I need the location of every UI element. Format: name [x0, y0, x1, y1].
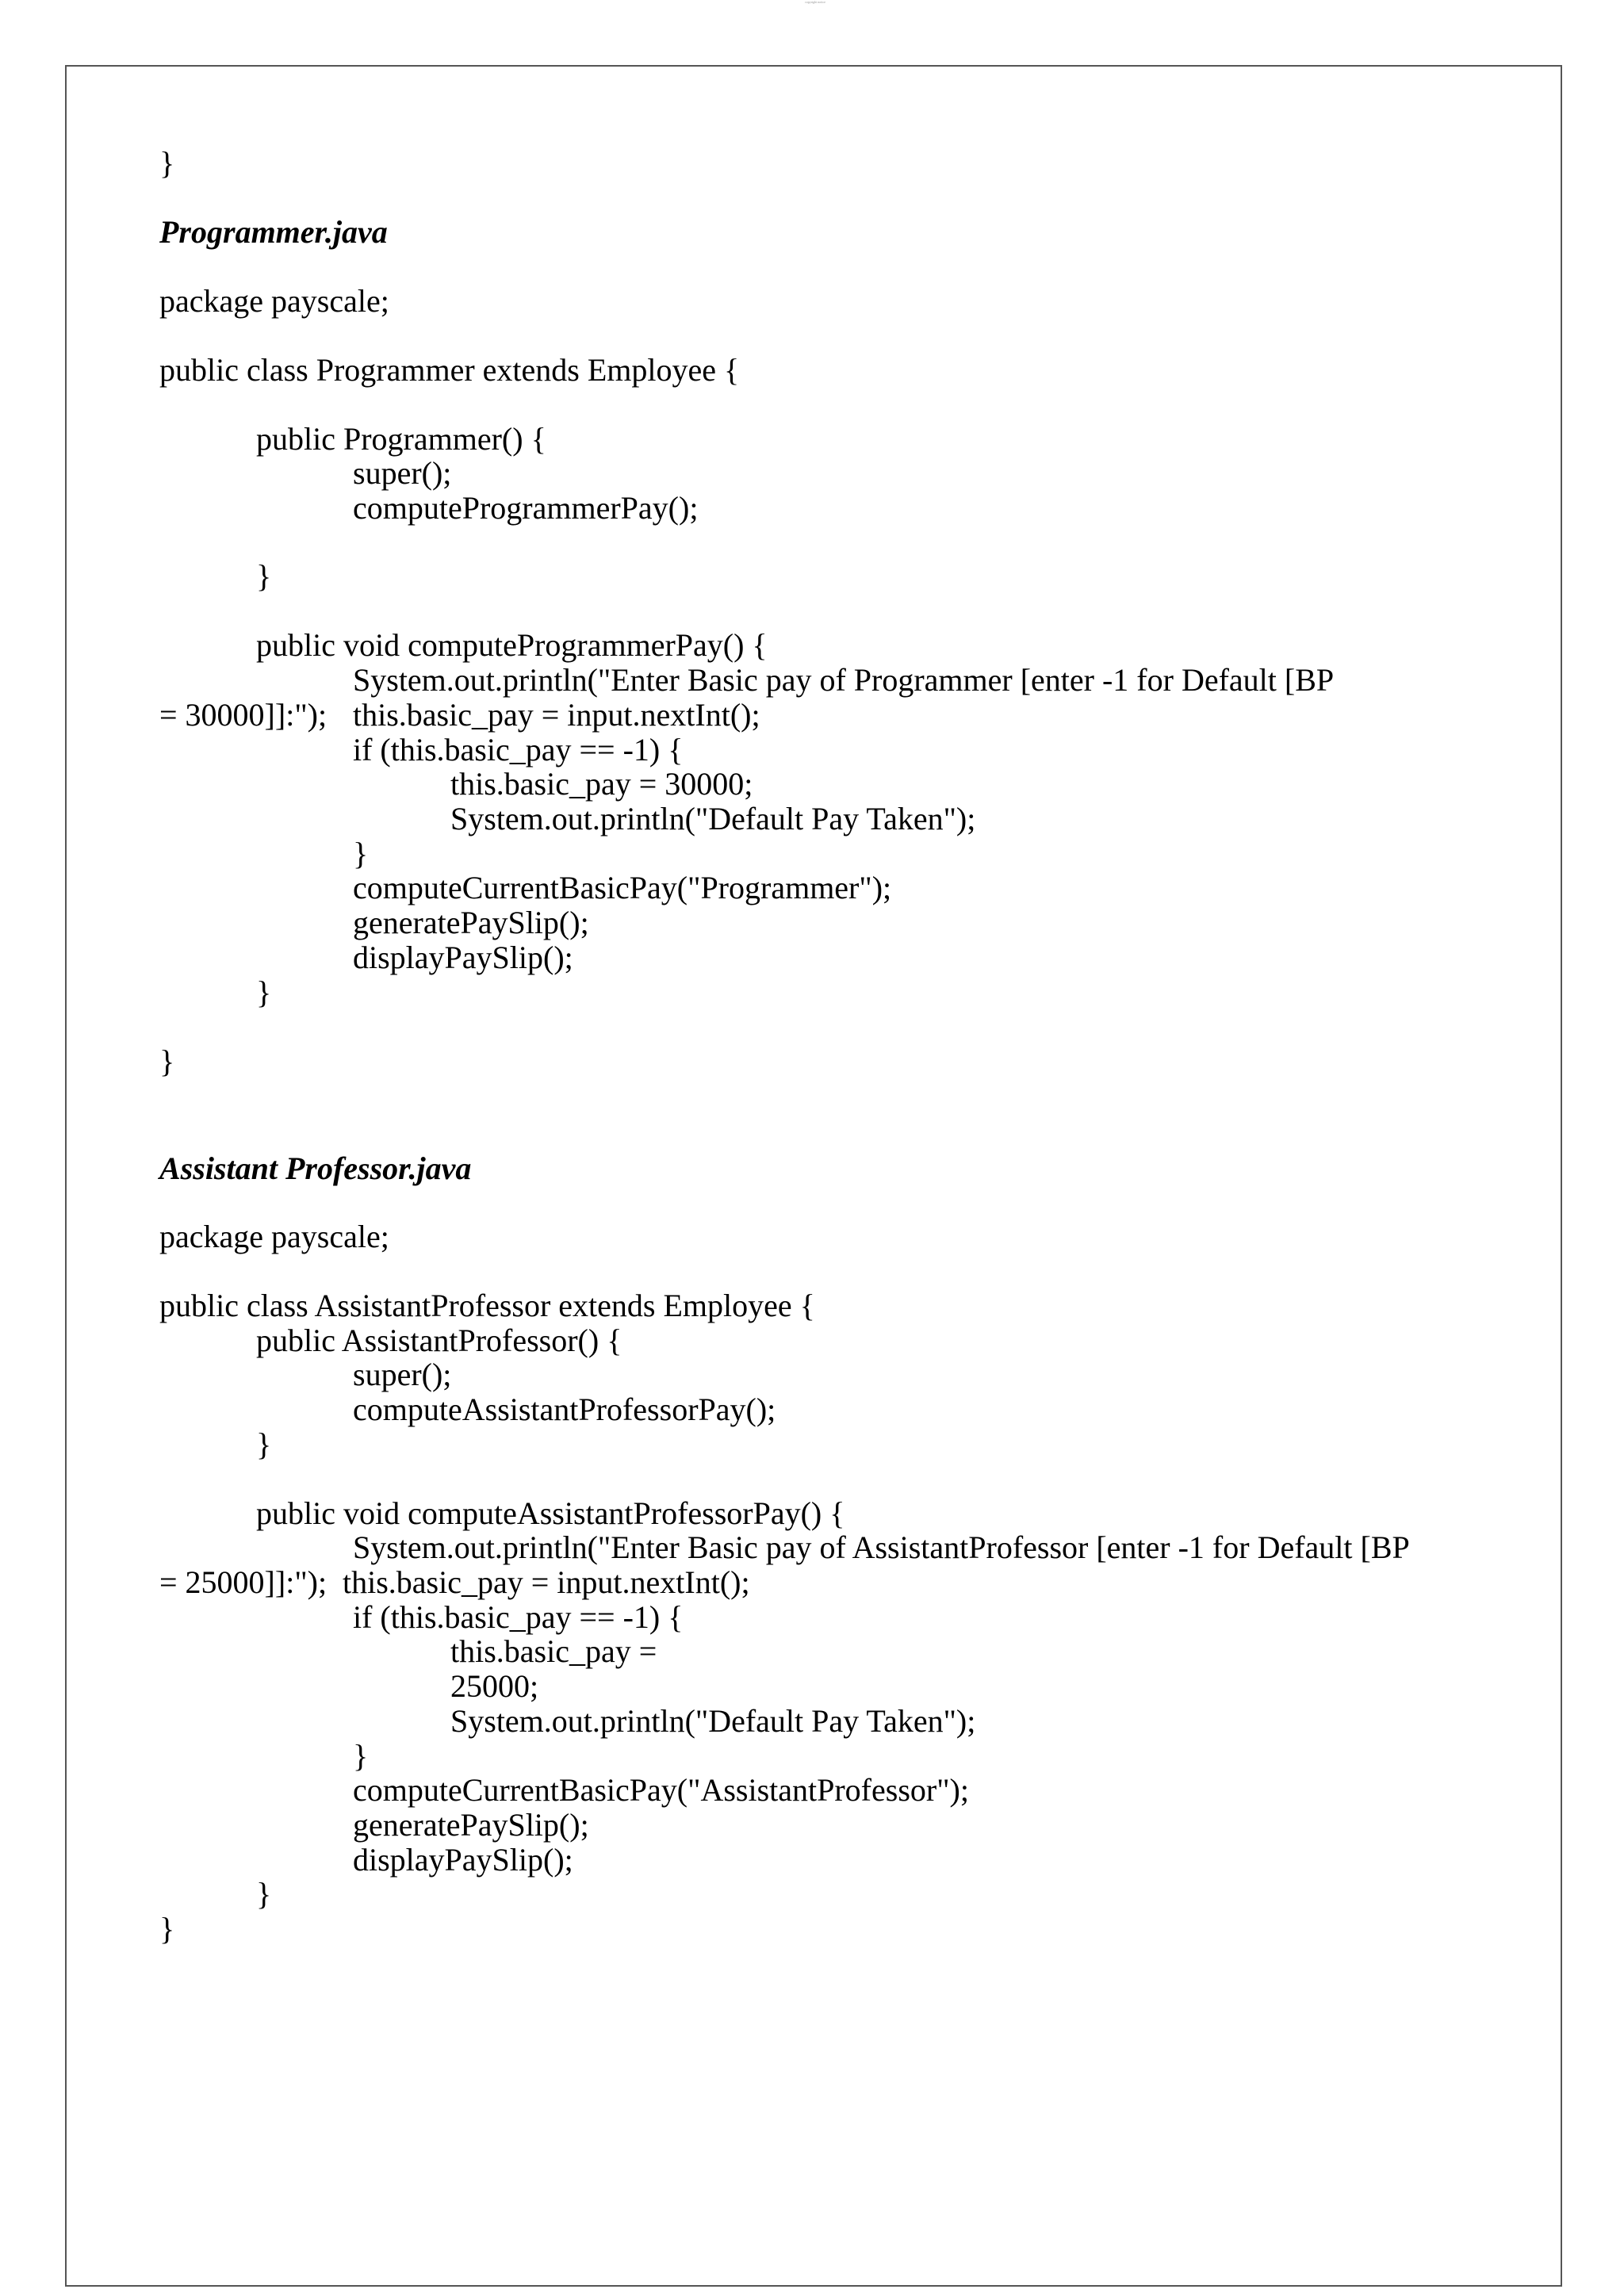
code-line: this.basic_pay = 30000; — [450, 766, 753, 802]
code-line: this.basic_pay = — [450, 1633, 657, 1669]
code-line: computeCurrentBasicPay("AssistantProfessor"); — [353, 1772, 969, 1808]
code-line: if (this.basic_pay == -1) { — [353, 732, 684, 768]
code-line: if (this.basic_pay == -1) { — [353, 1599, 684, 1635]
code-line: = 25000]]:"); — [159, 1564, 327, 1600]
package-line: package payscale; — [159, 283, 389, 319]
code-line: generatePaySlip(); — [353, 1807, 589, 1843]
closing-brace: } — [256, 558, 272, 594]
closing-brace: } — [159, 1911, 175, 1947]
code-line: computeProgrammerPay(); — [353, 490, 699, 526]
closing-brace: } — [159, 145, 175, 181]
code-line: System.out.println("Default Pay Taken"); — [450, 1703, 976, 1739]
code-line: System.out.println("Default Pay Taken"); — [450, 801, 976, 836]
code-line: displayPaySlip(); — [353, 940, 573, 975]
code-line: this.basic_pay = input.nextInt(); — [343, 1564, 750, 1600]
closing-brace: } — [256, 974, 272, 1010]
heading-assistant-professor-java: Assistant Professor.java — [159, 1150, 472, 1186]
constructor-declaration: public AssistantProfessor() { — [256, 1323, 622, 1358]
code-line: System.out.println("Enter Basic pay of AssistantProfessor [enter -1 for Default [BP — [353, 1529, 1410, 1565]
class-declaration: public class AssistantProfessor extends Employee { — [159, 1288, 815, 1323]
closing-brace: } — [353, 1738, 369, 1774]
code-line: this.basic_pay = input.nextInt(); — [353, 697, 760, 733]
class-declaration: public class Programmer extends Employee { — [159, 352, 740, 388]
closing-brace: } — [353, 836, 369, 871]
code-line: 25000; — [450, 1668, 539, 1704]
method-declaration: public void computeProgrammerPay() { — [256, 627, 768, 663]
closing-brace: } — [159, 1043, 175, 1079]
header-mark: copyright notice — [804, 0, 826, 4]
code-line: = 30000]]:"); — [159, 697, 327, 733]
code-line: generatePaySlip(); — [353, 905, 589, 940]
closing-brace: } — [256, 1876, 272, 1912]
code-line: computeAssistantProfessorPay(); — [353, 1391, 776, 1427]
heading-programmer-java: Programmer.java — [159, 214, 388, 250]
code-line: displayPaySlip(); — [353, 1842, 573, 1878]
closing-brace: } — [256, 1426, 272, 1462]
code-line: computeCurrentBasicPay("Programmer"); — [353, 870, 892, 905]
code-line: super(); — [353, 1357, 452, 1392]
constructor-declaration: public Programmer() { — [256, 421, 546, 457]
code-line: super(); — [353, 455, 452, 491]
package-line: package payscale; — [159, 1219, 389, 1254]
code-line: System.out.println("Enter Basic pay of Programmer [enter -1 for Default [BP — [353, 662, 1335, 698]
method-declaration: public void computeAssistantProfessorPay() { — [256, 1495, 845, 1531]
